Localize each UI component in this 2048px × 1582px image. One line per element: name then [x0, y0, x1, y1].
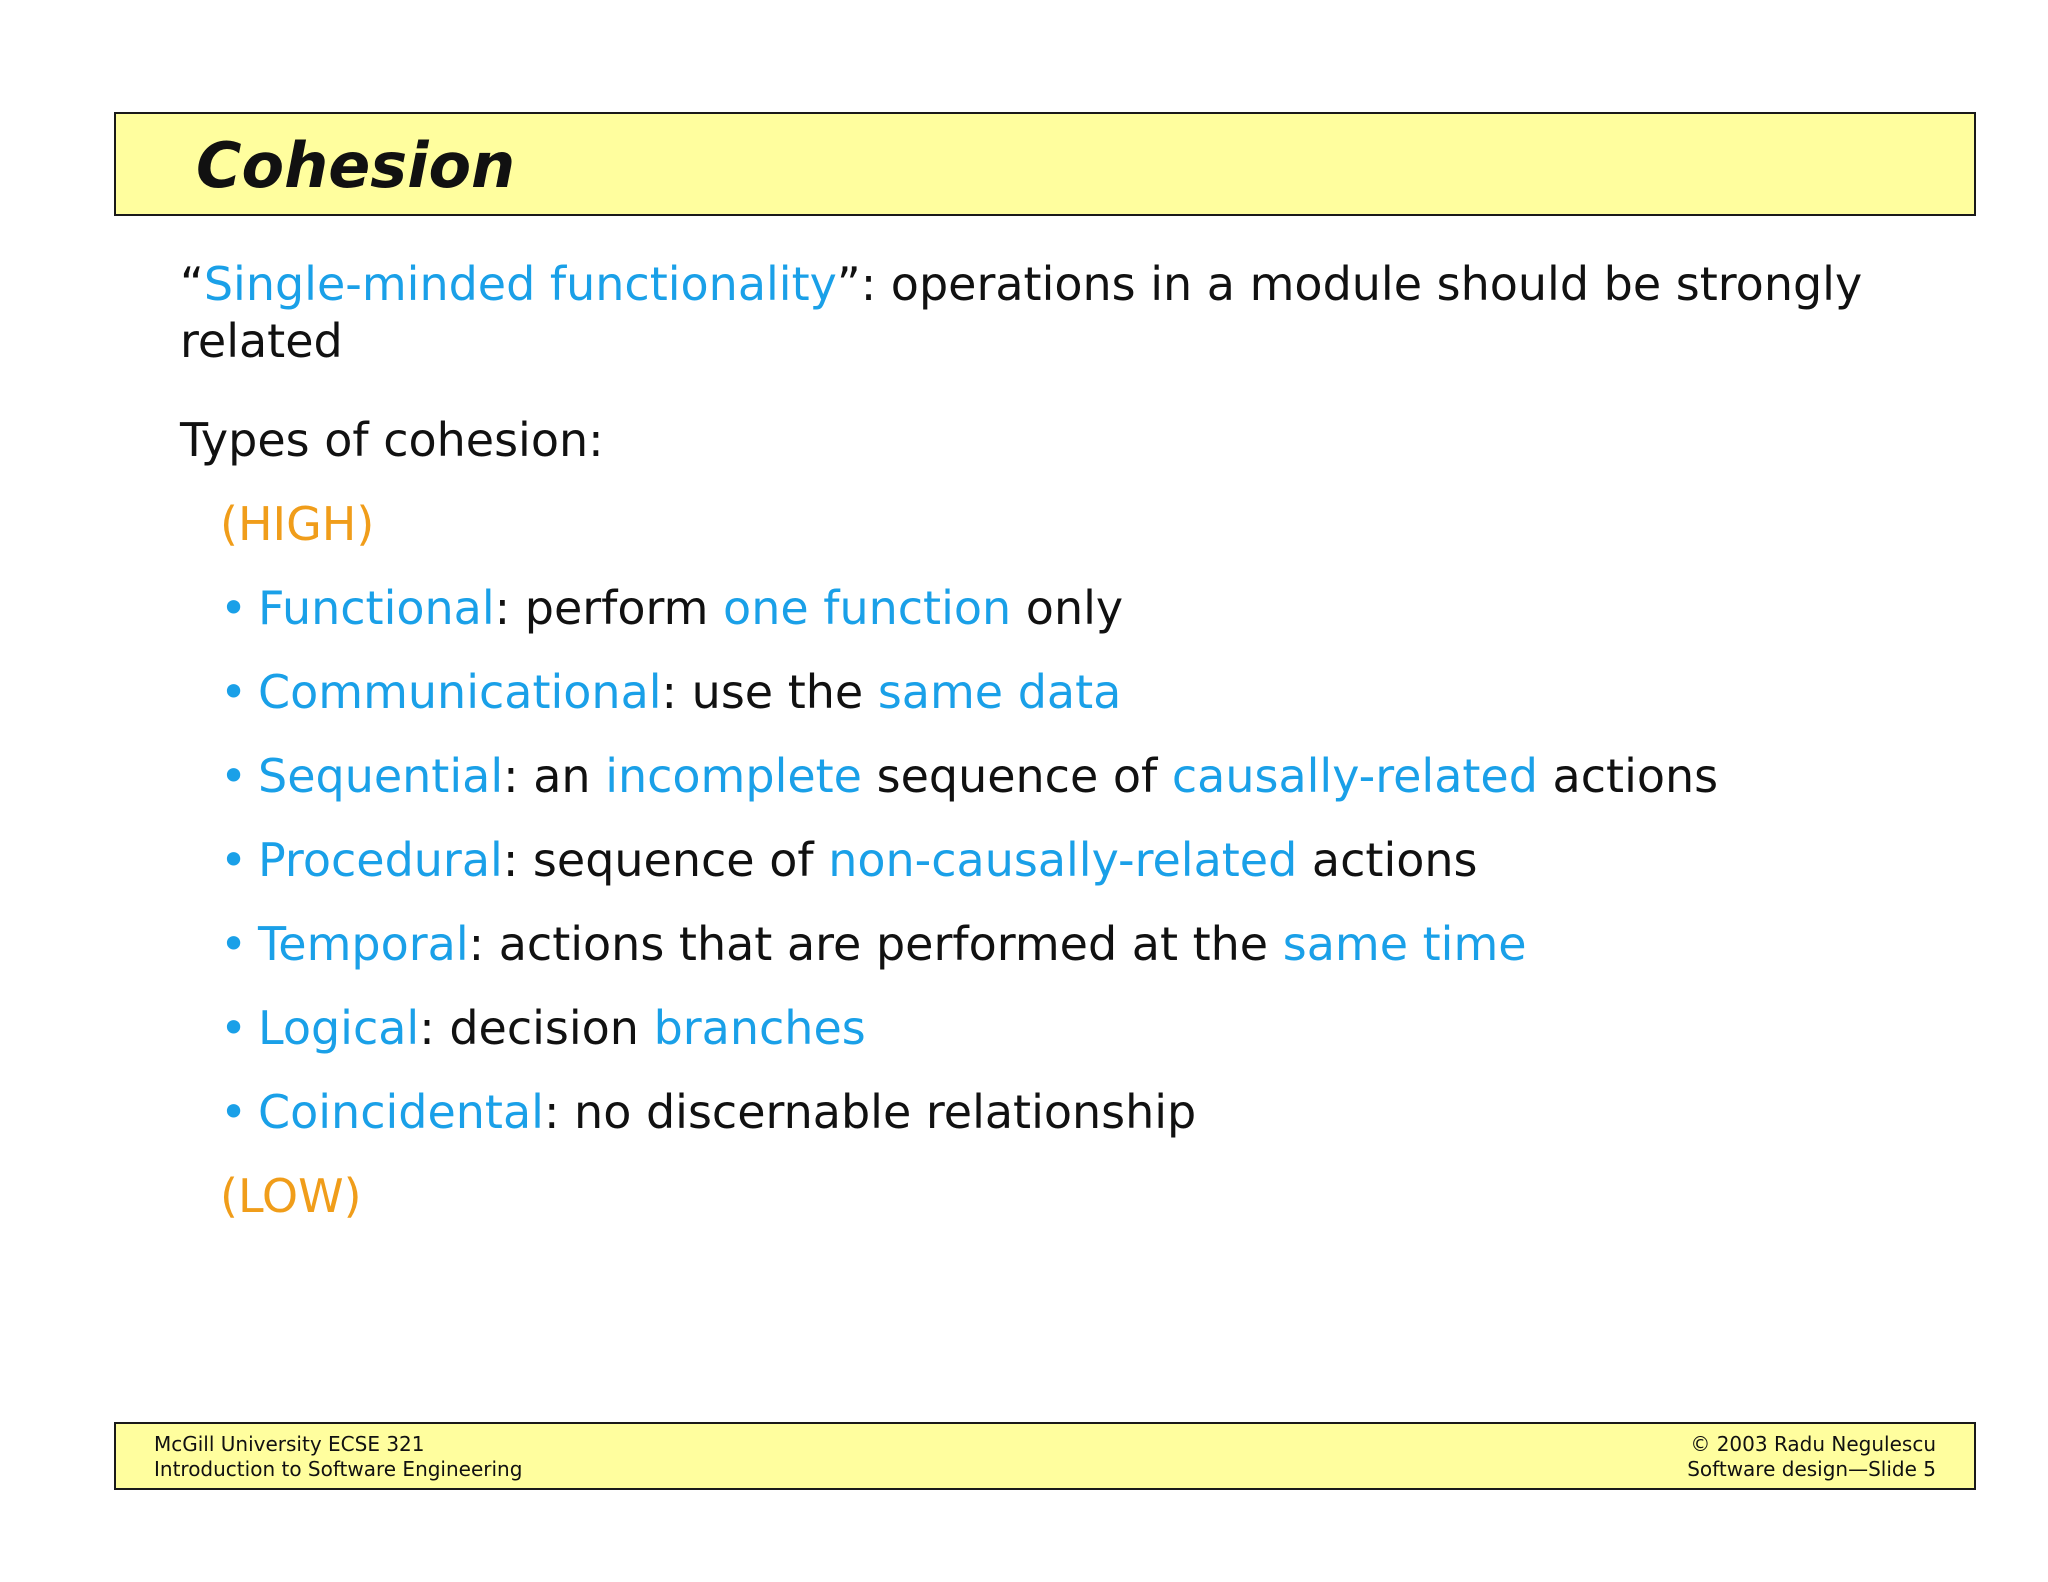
bullet-term: Communicational: [258, 665, 662, 719]
bullet-dot: •: [220, 1085, 248, 1139]
bullet-functional: [220, 580, 1900, 637]
bullet-procedural: [220, 832, 1900, 889]
slide-title: Cohesion: [196, 129, 516, 202]
low-label: (LOW): [220, 1169, 362, 1223]
bullet-term: Coincidental: [258, 1085, 544, 1139]
bullet-term: Functional: [258, 581, 495, 635]
footer-copyright: © 2003 Radu Negulescu: [1690, 1432, 1936, 1456]
title-bar: [114, 112, 1976, 216]
bullet-highlight: causally-related: [1171, 749, 1538, 803]
footer-left: [154, 1432, 522, 1482]
bullet-text: : no discernable relationship: [543, 1085, 1197, 1139]
bullet-sequential: [220, 748, 1900, 805]
bullet-highlight: one function: [723, 581, 1012, 635]
footer-course: McGill University ECSE 321: [154, 1432, 425, 1456]
intro-rest-line2: related: [180, 314, 343, 368]
footer-slide-number: Software design—Slide 5: [1687, 1457, 1936, 1481]
intro-close-quote: ”: [836, 257, 861, 311]
bullet-term: Logical: [258, 1001, 420, 1055]
intro-open-quote: “: [180, 257, 204, 311]
bullet-text: : perform: [494, 581, 724, 635]
bullet-highlight: same data: [877, 665, 1122, 719]
intro-rest: : operations in a module should be strongly: [860, 257, 1863, 311]
bullet-highlight: incomplete: [605, 749, 862, 803]
bullet-text: actions: [1537, 749, 1719, 803]
bullet-communicational: [220, 664, 1900, 721]
bullet-text: only: [1011, 581, 1124, 635]
bullet-term: Sequential: [258, 749, 504, 803]
bullet-text: sequence of: [861, 749, 1172, 803]
high-label: (HIGH): [220, 497, 375, 551]
footer-right: [1687, 1432, 1936, 1482]
bullet-highlight: non-causally-related: [828, 833, 1298, 887]
footer-bar: [114, 1422, 1976, 1490]
bullet-text: : an: [503, 749, 606, 803]
bullet-text: actions: [1297, 833, 1478, 887]
types-heading: Types of cohesion:: [180, 413, 604, 467]
bullet-dot: •: [220, 833, 248, 887]
bullet-text: : use the: [661, 665, 878, 719]
bullet-term: Procedural: [258, 833, 503, 887]
intro-term: Single-minded functionality: [203, 257, 837, 311]
bullet-temporal: [220, 916, 1900, 973]
footer-course-title: Introduction to Software Engineering: [154, 1457, 523, 1481]
bullet-highlight: same time: [1282, 917, 1527, 971]
bullet-logical: [220, 1000, 1900, 1057]
cohesion-types-list: [180, 580, 1900, 1141]
bullet-highlight: branches: [653, 1001, 866, 1055]
bullet-term: Temporal: [258, 917, 469, 971]
bullet-text: : actions that are performed at the: [468, 917, 1283, 971]
bullet-text: : sequence of: [502, 833, 829, 887]
bullet-dot: •: [220, 749, 248, 803]
bullet-dot: •: [220, 1001, 248, 1055]
bullet-dot: •: [220, 665, 248, 719]
bullet-coincidental: [220, 1084, 1900, 1141]
bullet-dot: •: [220, 581, 248, 635]
intro-paragraph: [180, 256, 1900, 370]
bullet-dot: •: [220, 917, 248, 971]
bullet-text: : decision: [419, 1001, 654, 1055]
slide-content: [180, 256, 1900, 1225]
